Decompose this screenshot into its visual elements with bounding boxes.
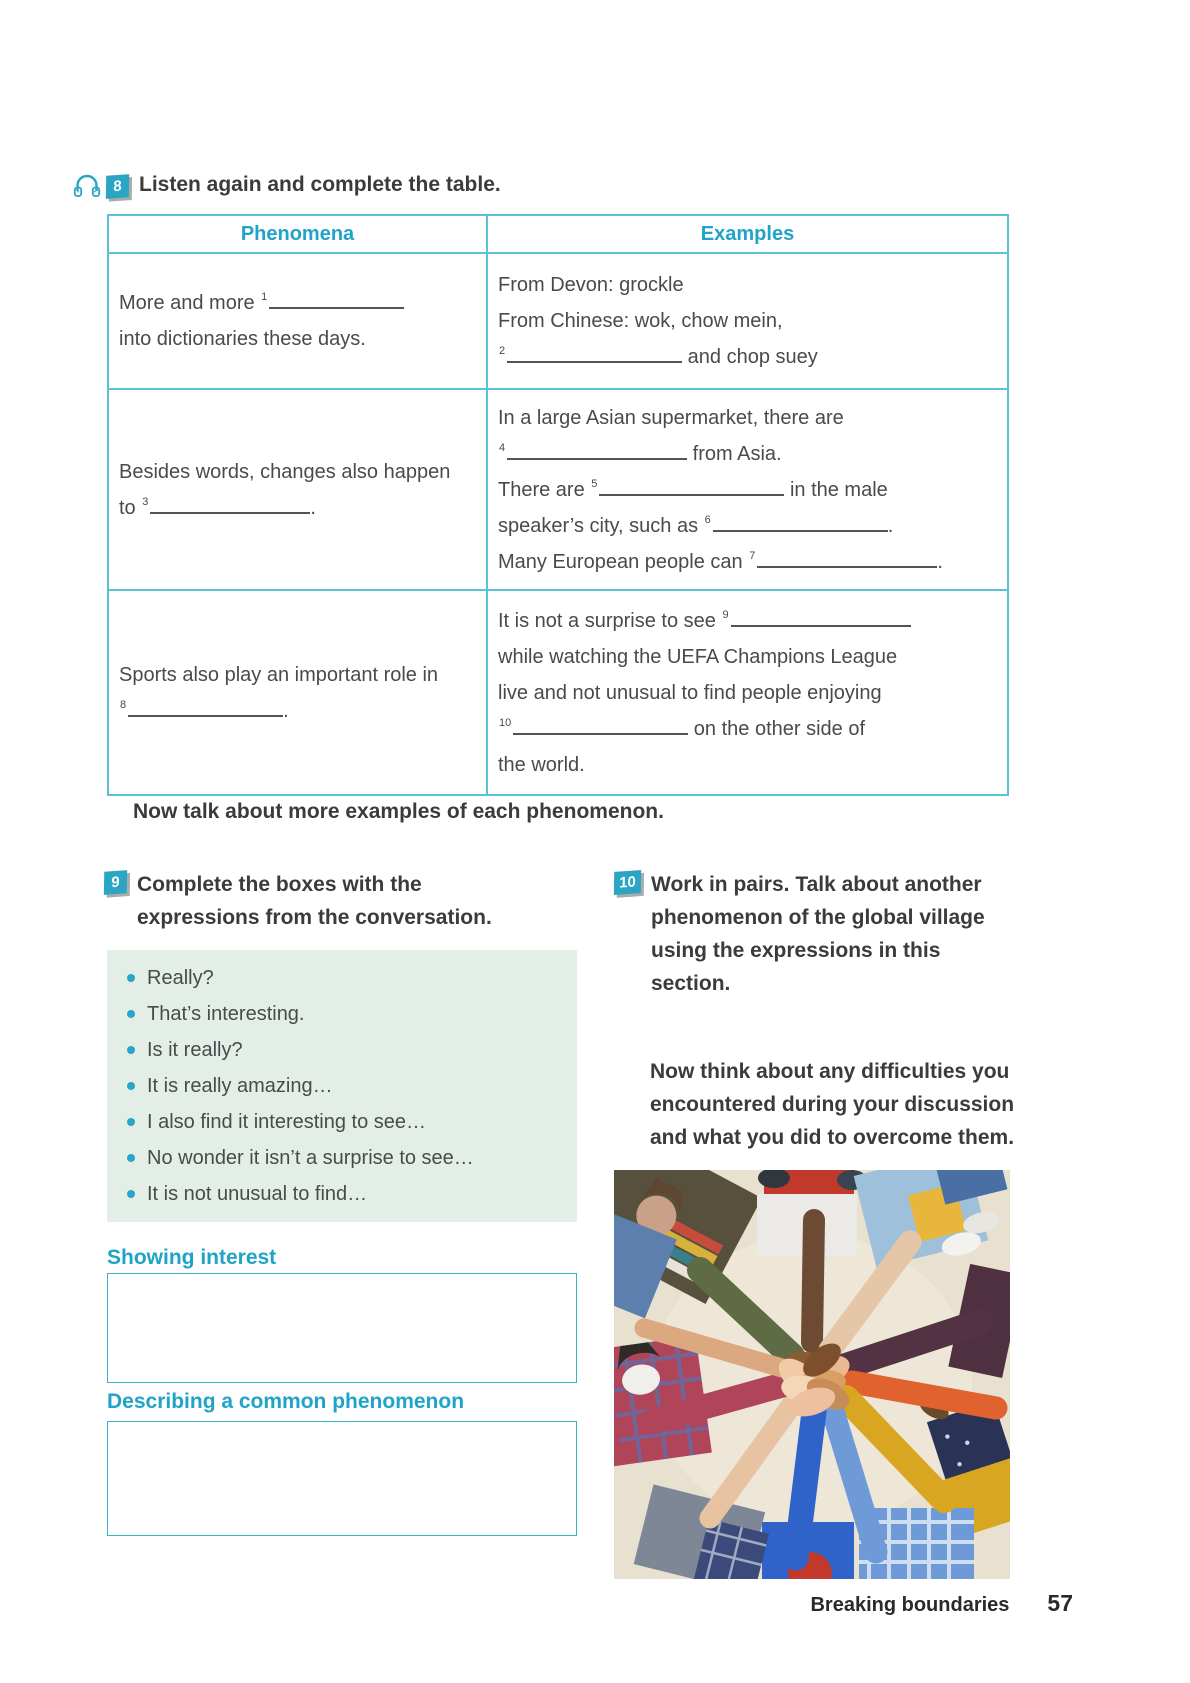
- answer-blank: [599, 480, 784, 496]
- expression-item: [125, 1176, 559, 1212]
- expressions-box: [107, 950, 577, 1222]
- page-footer: [600, 1590, 1073, 1617]
- chapter-title: Breaking boundaries: [810, 1594, 1010, 1616]
- expression-text: No wonder it isn’t a surprise to see…: [147, 1147, 474, 1169]
- expressions-list: [125, 960, 559, 1212]
- phenomena-examples-table: [107, 214, 1009, 796]
- phenomena-cell: Besides words, changes also happen to $^3$ .: [108, 389, 487, 590]
- phenomena-cell: More and more $^1$ into dictionaries these days.: [108, 253, 487, 389]
- exercise-9-header: [104, 868, 578, 934]
- bullet-icon: [127, 1118, 135, 1126]
- table-header-row: [108, 215, 1008, 253]
- exercise-10-title: Work in pairs. Talk about another phenomenon of the global village using the expressions in this section.: [651, 873, 985, 995]
- exercise-9-title: Complete the boxes with the expressions from the conversation.: [137, 873, 492, 929]
- describing-phenomenon-label: Describing a common phenomenon: [107, 1390, 465, 1413]
- bullet-icon: [127, 1154, 135, 1162]
- expression-text: It is not unusual to find…: [147, 1183, 368, 1205]
- answer-blank: [731, 611, 911, 627]
- examples-cell: In a large Asian supermarket, there are $^4$ from Asia. There are $^5$ in the male speaker’s city, such as $^6$ . Many European people can $^7$ .: [487, 389, 1008, 590]
- examples-cell: It is not a surprise to see $^9$ while watching the UEFA Champions League live and not unusual to find people enjoying $^{10}$ on the other side of the world.: [487, 590, 1008, 795]
- answer-blank: [757, 552, 937, 568]
- answer-blank: [713, 516, 888, 532]
- hands-in-circle-photo: [614, 1170, 1010, 1579]
- expression-text: Is it really?: [147, 1039, 243, 1061]
- expression-item: [125, 1140, 559, 1176]
- showing-interest-answer-box: [107, 1273, 577, 1383]
- bullet-icon: [127, 1190, 135, 1198]
- expression-text: Really?: [147, 967, 214, 989]
- expression-item: [125, 1032, 559, 1068]
- exercise-9-badge: [104, 870, 127, 895]
- bullet-icon: [127, 1010, 135, 1018]
- answer-blank: [150, 498, 310, 514]
- exercise-number: 10: [619, 873, 636, 892]
- answer-blank: [507, 444, 687, 460]
- page-number: 57: [1047, 1590, 1073, 1616]
- answer-blank: [128, 701, 283, 717]
- expression-item: [125, 960, 559, 996]
- exercise-10-header: [614, 868, 1010, 1000]
- table-row: [108, 253, 1008, 389]
- bullet-icon: [127, 1046, 135, 1054]
- answer-blank: [269, 293, 404, 309]
- exercise-8-badge: [106, 174, 129, 199]
- expression-text: That’s interesting.: [147, 1003, 305, 1025]
- exercise-8-title: Listen again and complete the table.: [139, 173, 501, 196]
- exercise-number: 8: [113, 177, 122, 195]
- examples-cell: From Devon: grockle From Chinese: wok, chow mein, $^2$ and chop suey: [487, 253, 1008, 389]
- describing-phenomenon-answer-box: [107, 1421, 577, 1536]
- answer-blank: [513, 719, 688, 735]
- answer-blank: [507, 347, 682, 363]
- expression-item: [125, 1068, 559, 1104]
- bullet-icon: [127, 974, 135, 982]
- exercise-10-section: [614, 868, 1015, 1579]
- table-body: [108, 253, 1008, 795]
- headphones-icon: [72, 170, 102, 200]
- exercise-8-header: [72, 168, 501, 201]
- exercise-10-badge: [614, 870, 641, 895]
- expression-text: I also find it interesting to see…: [147, 1111, 427, 1133]
- column-header: Phenomena: [108, 215, 487, 253]
- expression-item: [125, 996, 559, 1032]
- exercise-10-followup: Now think about any difficulties you encountered during your discussion and what you did to overcome them.: [650, 1060, 1015, 1149]
- table-row: [108, 389, 1008, 590]
- expression-item: [125, 1104, 559, 1140]
- column-header: Examples: [487, 215, 1008, 253]
- phenomena-cell: Sports also play an important role in $^8$ .: [108, 590, 487, 795]
- expression-text: It is really amazing…: [147, 1075, 333, 1097]
- exercise-9-section: [104, 868, 578, 1536]
- table-row: [108, 590, 1008, 795]
- showing-interest-label: Showing interest: [107, 1246, 277, 1269]
- bullet-icon: [127, 1082, 135, 1090]
- exercise-number: 9: [111, 873, 120, 892]
- exercise-8-followup: Now talk about more examples of each phenomenon.: [133, 800, 664, 823]
